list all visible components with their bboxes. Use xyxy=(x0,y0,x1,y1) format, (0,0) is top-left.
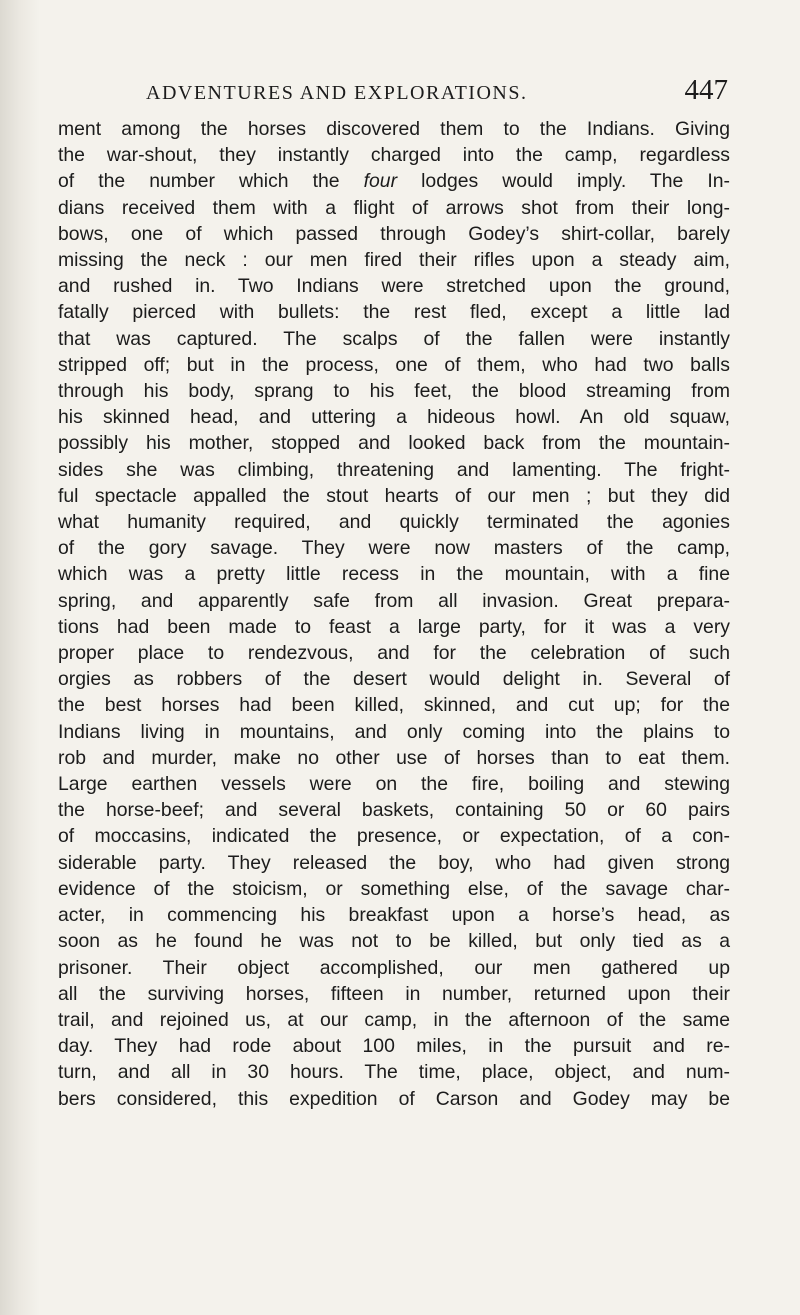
text-line: ment among the horses discovered them to the Indians. Giving xyxy=(58,118,730,140)
text-line: stripped off; but in the process, one of them, who had two balls xyxy=(58,353,730,376)
text-line: tions had been made to feast a large party, for it was a very xyxy=(58,615,730,638)
text-line: which was a pretty little recess in the mountain, with a fine xyxy=(58,563,730,586)
text-line: of the gory savage. They were now masters of the camp, xyxy=(58,537,730,560)
text-line: prisoner. Their object accomplished, our men gathered up xyxy=(58,956,730,979)
text-line xyxy=(58,168,730,194)
text-line: Large earthen vessels were on the fire, boiling and stewing xyxy=(58,773,730,796)
text-line: acter, in commencing his breakfast upon a horse’s head, as xyxy=(58,904,730,927)
emphasized-word: four xyxy=(363,170,398,193)
text-line: that was captured. The scalps of the fallen were instantly xyxy=(58,327,730,350)
running-title: ADVENTURES AND EXPLORATIONS. xyxy=(146,82,528,104)
text-line: siderable party. They released the boy, who had given strong xyxy=(58,851,730,874)
text-line: soon as he found he was not to be killed, but only tied as a xyxy=(58,930,730,953)
text-line: the best horses had been killed, skinned, and cut up; for the xyxy=(58,694,730,717)
body-paragraph xyxy=(58,116,730,1112)
text-line: through his body, sprang to his feet, the blood streaming from xyxy=(58,380,730,403)
book-page xyxy=(58,70,730,1112)
text-line-part: of the number which the xyxy=(58,170,364,193)
text-line: fatally pierced with bullets: the rest fled, except a little lad xyxy=(58,301,730,324)
text-line: turn, and all in 30 hours. The time, place, object, and num- xyxy=(58,1061,730,1084)
text-line: proper place to rendezvous, and for the celebration of such xyxy=(58,642,730,665)
text-line: ful spectacle appalled the stout hearts of our men ; but they did xyxy=(58,484,730,507)
text-line: orgies as robbers of the desert would delight in. Several of xyxy=(58,668,730,691)
text-line: trail, and rejoined us, at our camp, in the afternoon of the same xyxy=(58,1008,730,1031)
text-line: what humanity required, and quickly terminated the agonies xyxy=(58,511,730,534)
text-line: the horse-beef; and several baskets, containing 50 or 60 pairs xyxy=(58,799,730,822)
page-edge-shadow xyxy=(0,0,40,1315)
text-line: missing the neck : our men fired their rifles upon a steady aim, xyxy=(58,249,730,272)
text-line: the war-shout, they instantly charged into the camp, regardless xyxy=(58,144,730,167)
text-line: of moccasins, indicated the presence, or expectation, of a con- xyxy=(58,825,730,848)
text-line: Indians living in mountains, and only coming into the plains to xyxy=(58,720,730,743)
text-line: all the surviving horses, fifteen in number, returned upon their xyxy=(58,982,730,1005)
text-line: his skinned head, and uttering a hideous howl. An old squaw, xyxy=(58,406,730,429)
text-line: and rushed in. Two Indians were stretched upon the ground, xyxy=(58,275,730,298)
text-line: bows, one of which passed through Godey’s shirt-collar, barely xyxy=(58,222,730,245)
page-number: 447 xyxy=(684,74,728,106)
text-line: bers considered, this expedition of Carson and Godey may be xyxy=(58,1087,730,1110)
text-line-part: lodges would imply. The In- xyxy=(397,170,730,193)
text-line: sides she was climbing, threatening and lamenting. The fright- xyxy=(58,458,730,481)
text-line: evidence of the stoicism, or something else, of the savage char- xyxy=(58,877,730,900)
running-head xyxy=(58,70,730,116)
text-line: rob and murder, make no other use of horses than to eat them. xyxy=(58,746,730,769)
text-line: spring, and apparently safe from all invasion. Great prepara- xyxy=(58,589,730,612)
text-line: day. They had rode about 100 miles, in the pursuit and re- xyxy=(58,1035,730,1058)
text-line: possibly his mother, stopped and looked back from the mountain- xyxy=(58,432,730,455)
text-line: dians received them with a flight of arrows shot from their long- xyxy=(58,196,730,219)
